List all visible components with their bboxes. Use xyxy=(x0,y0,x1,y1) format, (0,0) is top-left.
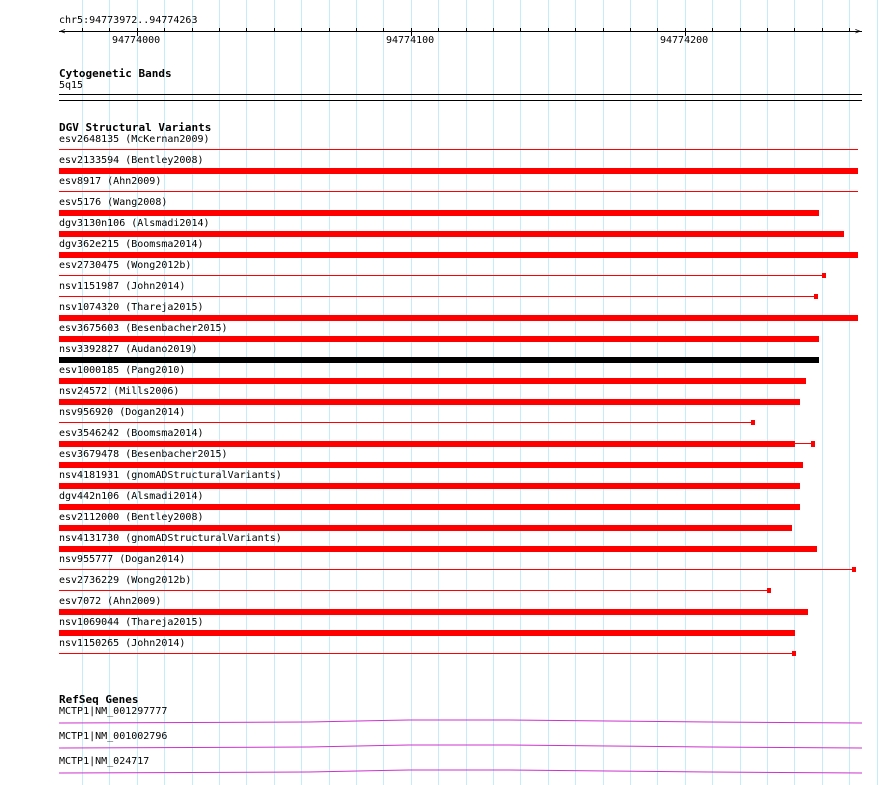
variant-feature-bar[interactable] xyxy=(59,399,800,405)
variant-feature-bar[interactable] xyxy=(59,210,819,216)
grid-line xyxy=(246,0,247,785)
variant-end-block[interactable] xyxy=(822,273,826,278)
grid-line xyxy=(493,0,494,785)
variant-label[interactable]: nsv24572 (Mills2006) xyxy=(59,386,180,397)
ruler-minor-tick xyxy=(548,28,549,31)
grid-line xyxy=(794,0,795,785)
grid-line xyxy=(685,0,686,785)
grid-line xyxy=(657,0,658,785)
ruler-minor-tick xyxy=(767,28,768,31)
cytoband-label: 5q15 xyxy=(59,80,84,91)
intron-chevron xyxy=(59,720,862,723)
variant-feature-line[interactable] xyxy=(59,569,855,570)
variant-feature-bar[interactable] xyxy=(59,336,819,342)
grid-line xyxy=(740,0,741,785)
grid-line xyxy=(849,0,850,785)
ruler-minor-tick xyxy=(82,28,83,31)
cytoband-top-border xyxy=(59,94,862,95)
variant-label[interactable]: esv2112000 (Bentley2008) xyxy=(59,512,204,523)
ruler-label-94774200: 94774200 xyxy=(660,35,709,46)
variant-end-block[interactable] xyxy=(767,588,771,593)
variant-label[interactable]: esv7072 (Ahn2009) xyxy=(59,596,162,607)
ruler-minor-tick xyxy=(438,28,439,31)
variant-end-block[interactable] xyxy=(852,567,856,572)
ruler-minor-tick xyxy=(740,28,741,31)
variant-feature-bar[interactable] xyxy=(59,630,795,636)
variant-feature-bar[interactable] xyxy=(59,546,817,552)
variant-feature-bar[interactable] xyxy=(59,357,819,363)
variant-feature-bar[interactable] xyxy=(59,441,795,447)
variant-feature-line[interactable] xyxy=(59,275,825,276)
ruler-minor-tick xyxy=(356,28,357,31)
variant-label[interactable]: dgv442n106 (Alsmadi2014) xyxy=(59,491,204,502)
dgv-track-title[interactable]: DGV Structural Variants xyxy=(59,121,212,134)
variant-feature-bar[interactable] xyxy=(59,168,858,174)
variant-label[interactable]: esv1000185 (Pang2010) xyxy=(59,365,186,376)
variant-label[interactable]: nsv956920 (Dogan2014) xyxy=(59,407,186,418)
variant-label[interactable]: dgv3130n106 (Alsmadi2014) xyxy=(59,218,210,229)
intron-chevron xyxy=(59,745,862,748)
grid-line xyxy=(274,0,275,785)
transcript-intron-line[interactable] xyxy=(59,769,862,775)
variant-label[interactable]: nsv4181931 (gnomADStructuralVariants) xyxy=(59,470,282,481)
variant-feature-bar[interactable] xyxy=(59,378,806,384)
cytoband-track-title[interactable]: Cytogenetic Bands xyxy=(59,67,172,80)
grid-line xyxy=(877,0,878,785)
variant-feature-line[interactable] xyxy=(59,296,817,297)
variant-end-block[interactable] xyxy=(792,651,796,656)
variant-label[interactable]: esv5176 (Wang2008) xyxy=(59,197,168,208)
ruler-minor-tick xyxy=(657,28,658,31)
grid-line xyxy=(822,0,823,785)
variant-label[interactable]: dgv362e215 (Boomsma2014) xyxy=(59,239,204,250)
refseq-track-title[interactable]: RefSeq Genes xyxy=(59,693,139,706)
ruler-minor-tick xyxy=(329,28,330,31)
variant-feature-bar[interactable] xyxy=(59,504,800,510)
variant-feature-line[interactable] xyxy=(59,422,754,423)
ruler-minor-tick xyxy=(274,28,275,31)
variant-label[interactable]: esv3546242 (Boomsma2014) xyxy=(59,428,204,439)
ruler-minor-tick xyxy=(383,28,384,31)
grid-line xyxy=(712,0,713,785)
ruler-label-94774000: 94774000 xyxy=(112,35,161,46)
intron-chevron xyxy=(59,770,862,773)
ruler-minor-tick xyxy=(849,28,850,31)
variant-end-block[interactable] xyxy=(811,441,815,447)
grid-line xyxy=(329,0,330,785)
grid-line xyxy=(383,0,384,785)
grid-line xyxy=(520,0,521,785)
ruler-minor-tick xyxy=(575,28,576,31)
transcript-label[interactable]: MCTP1|NM_024717 xyxy=(59,756,150,767)
variant-feature-bar[interactable] xyxy=(59,231,844,237)
grid-line xyxy=(411,0,412,785)
transcript-intron-line[interactable] xyxy=(59,744,862,750)
grid-line xyxy=(301,0,302,785)
variant-label[interactable]: esv2133594 (Bentley2008) xyxy=(59,155,204,166)
ruler-right-arrow: > xyxy=(855,27,861,37)
transcript-label[interactable]: MCTP1|NM_001297777 xyxy=(59,706,168,717)
ruler-minor-tick xyxy=(246,28,247,31)
variant-feature-line[interactable] xyxy=(59,653,795,654)
variant-label[interactable]: esv8917 (Ahn2009) xyxy=(59,176,162,187)
variant-label[interactable]: nsv1069044 (Thareja2015) xyxy=(59,617,204,628)
grid-line xyxy=(356,0,357,785)
variant-feature-bar[interactable] xyxy=(59,462,803,468)
variant-feature-line[interactable] xyxy=(59,149,858,150)
ruler-minor-tick xyxy=(603,28,604,31)
ruler-minor-tick xyxy=(520,28,521,31)
grid-line xyxy=(192,0,193,785)
variant-feature-line[interactable] xyxy=(59,191,858,192)
ruler-minor-tick xyxy=(822,28,823,31)
variant-feature-bar[interactable] xyxy=(59,252,858,258)
ruler-left-arrow: < xyxy=(60,27,66,37)
grid-line xyxy=(767,0,768,785)
variant-label[interactable]: nsv1151987 (John2014) xyxy=(59,281,186,292)
ruler-minor-tick xyxy=(109,28,110,31)
ruler-minor-tick xyxy=(164,28,165,31)
ruler-minor-tick xyxy=(493,28,494,31)
variant-end-block[interactable] xyxy=(751,420,755,425)
variant-label[interactable]: esv3675603 (Besenbacher2015) xyxy=(59,323,228,334)
variant-label[interactable]: esv2730475 (Wong2012b) xyxy=(59,260,192,271)
variant-label[interactable]: nsv1074320 (Thareja2015) xyxy=(59,302,204,313)
variant-label[interactable]: esv2736229 (Wong2012b) xyxy=(59,575,192,586)
ruler-minor-tick xyxy=(630,28,631,31)
grid-line xyxy=(630,0,631,785)
variant-feature-bar[interactable] xyxy=(59,315,858,321)
transcript-intron-line[interactable] xyxy=(59,719,862,725)
ruler-minor-tick xyxy=(192,28,193,31)
variant-feature-bar[interactable] xyxy=(59,609,808,615)
variant-label[interactable]: esv2648135 (McKernan2009) xyxy=(59,134,210,145)
variant-feature-bar[interactable] xyxy=(59,525,792,531)
ruler-minor-tick xyxy=(466,28,467,31)
ruler-minor-tick xyxy=(219,28,220,31)
variant-label[interactable]: esv3679478 (Besenbacher2015) xyxy=(59,449,228,460)
variant-label[interactable]: nsv3392827 (Audano2019) xyxy=(59,344,198,355)
grid-line xyxy=(438,0,439,785)
variant-end-block[interactable] xyxy=(814,294,818,299)
variant-label[interactable]: nsv4131730 (gnomADStructuralVariants) xyxy=(59,533,282,544)
cytoband-bottom-border xyxy=(59,100,862,101)
grid-line xyxy=(603,0,604,785)
transcript-label[interactable]: MCTP1|NM_001002796 xyxy=(59,731,168,742)
grid-line xyxy=(548,0,549,785)
grid-line xyxy=(466,0,467,785)
ruler-label-94774100: 94774100 xyxy=(386,35,435,46)
variant-label[interactable]: nsv1150265 (John2014) xyxy=(59,638,186,649)
grid-line xyxy=(575,0,576,785)
variant-feature-line[interactable] xyxy=(59,590,770,591)
variant-feature-bar[interactable] xyxy=(59,483,800,489)
grid-line xyxy=(219,0,220,785)
ruler-minor-tick xyxy=(712,28,713,31)
variant-label[interactable]: nsv955777 (Dogan2014) xyxy=(59,554,186,565)
ruler-minor-tick xyxy=(301,28,302,31)
ruler-minor-tick xyxy=(794,28,795,31)
ruler-axis xyxy=(59,31,862,32)
locus-label: chr5:94773972..94774263 xyxy=(59,15,198,26)
